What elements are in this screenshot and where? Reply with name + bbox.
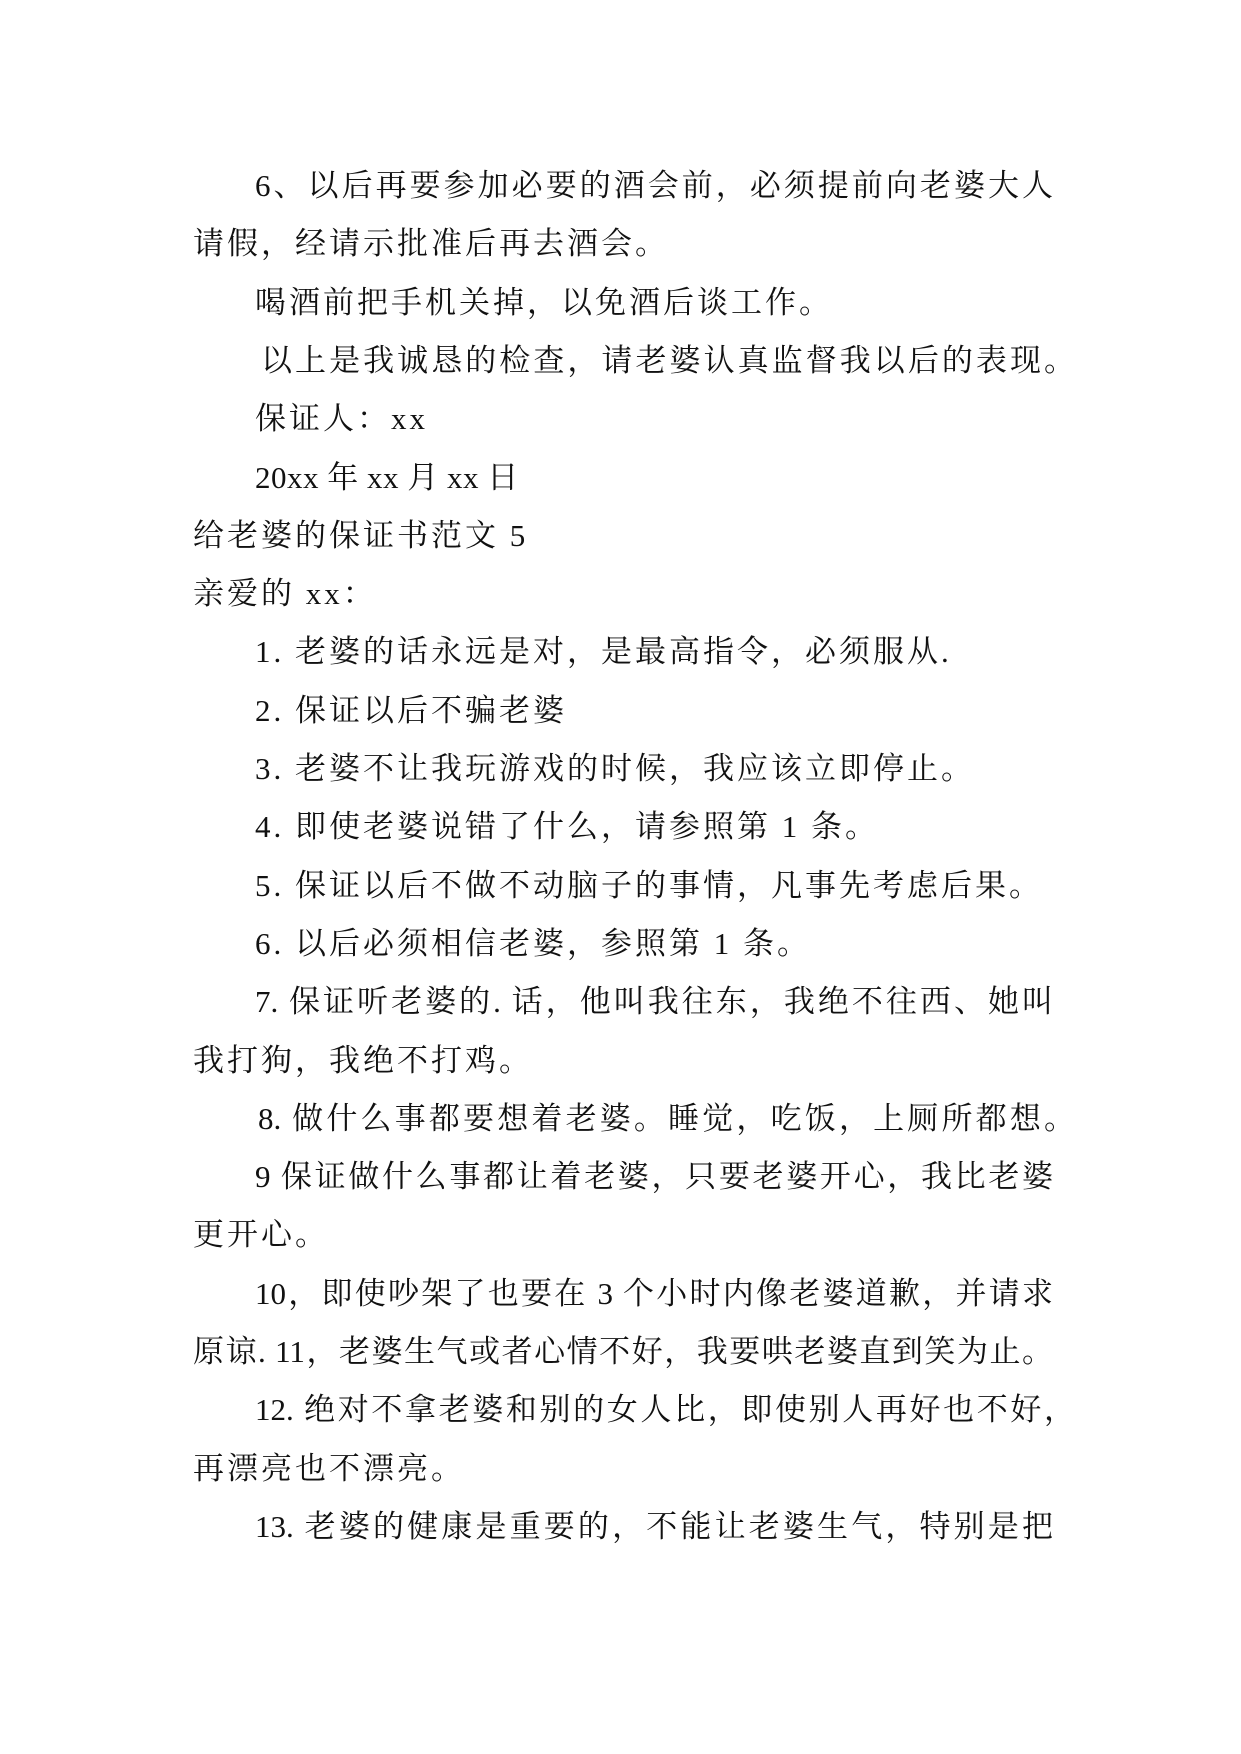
- list-item-line: 10，即使吵架了也要在 3 个小时内像老婆道歉，并请求: [255, 1276, 1053, 1311]
- list-item-line: 我打狗，我绝不打鸡。: [193, 1043, 533, 1078]
- list-item-line: 6. 以后必须相信老婆，参照第 1 条。: [255, 926, 811, 961]
- list-item-line: 8. 做什么事都要想着老婆。睡觉，吃饭，上厕所都想。: [258, 1101, 1075, 1136]
- list-item-line: 5. 保证以后不做不动脑子的事情，凡事先考虑后果。: [255, 868, 1043, 903]
- item-6-line-2: 请假，经请示批准后再去酒会。: [193, 226, 669, 261]
- list-item-line: 12. 绝对不拿老婆和别的女人比，即使别人再好也不好，: [255, 1392, 1075, 1427]
- guarantor-signature: 保证人：xx: [255, 401, 428, 436]
- list-item-line: 原谅. 11，老婆生气或者心情不好，我要哄老婆直到笑为止。: [193, 1334, 1053, 1369]
- item-6-line-1: 6、以后再要参加必要的酒会前，必须提前向老婆大人: [255, 168, 1053, 203]
- list-item-line: 9 保证做什么事都让着老婆，只要老婆开心，我比老婆: [255, 1159, 1053, 1194]
- salutation: 亲爱的 xx：: [193, 576, 377, 611]
- list-item-line: 2. 保证以后不骗老婆: [255, 693, 567, 728]
- list-item-line: 13. 老婆的健康是重要的，不能让老婆生气，特别是把: [255, 1509, 1053, 1544]
- section-title: 给老婆的保证书范文 5: [193, 518, 529, 553]
- closing-paragraph: 以上是我诚恳的检查，请老婆认真监督我以后的表现。: [261, 343, 1075, 378]
- note-paragraph: 喝酒前把手机关掉，以免酒后谈工作。: [255, 285, 833, 320]
- list-item-line: 4. 即使老婆说错了什么，请参照第 1 条。: [255, 809, 879, 844]
- list-item-line: 7. 保证听老婆的. 话，他叫我往东，我绝不往西、她叫: [255, 984, 1053, 1019]
- letter-date: 20xx 年 xx 月 xx 日: [255, 460, 519, 495]
- list-item-line: 更开心。: [193, 1217, 329, 1252]
- list-item-line: 1. 老婆的话永远是对，是最高指令，必须服从.: [255, 634, 952, 669]
- list-item-line: 再漂亮也不漂亮。: [193, 1451, 465, 1486]
- list-item-line: 3. 老婆不让我玩游戏的时候，我应该立即停止。: [255, 751, 975, 786]
